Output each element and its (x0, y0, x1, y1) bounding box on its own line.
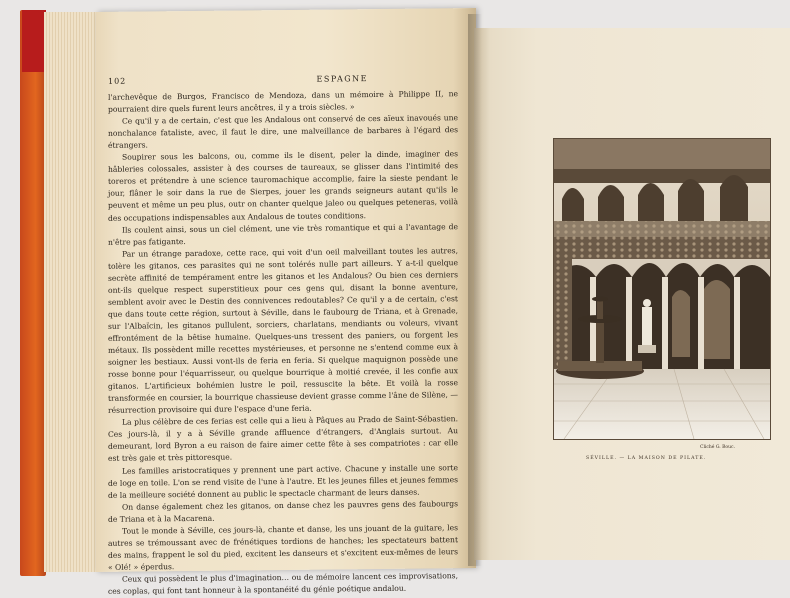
paragraph: Tout le monde à Séville, ces jours-là, chante et danse, les uns jouant de la guitare, les autres se trémoussant avec de frénétiques tordions de hanches; les spectateurs battent des mains, frappent le sol du pied, excitent les danseurs et s'excitent eux-mêmes de leurs « Olé! » éperdus. (108, 522, 458, 572)
paragraph: Soupirer sous les balcons, ou, comme ils le disent, peler la dinde, imaginer des hâbleries colossales, assister à des courses de taureaux, se glisser dans l'intimité des toreros et prétendre à une science tauromachique accomplie, faire la sieste pendant le jour, flâner le soir dans la rue de Sierpes, jouer les grands seigneurs autant qu'ils le peuvent et même un peu plus, outr on chanter quelque jaleo ou quelques peteneras, voilà des occupations indispensables aux Andalous de toutes conditions. (108, 149, 458, 223)
paragraph: On danse également chez les gitanos, on danse chez les pauvres gens des faubourgs de Triana et à la Macarena. (108, 498, 458, 524)
paragraph: Les familles aristocratiques y prennent une part active. Chacune y installe une sorte de loge en toile. L'on se rend visite de l'une à l'autre. Et les jeunes filles et jeunes femmes de la meilleure société donnent au public le spectacle charmant de leurs danses. (108, 462, 458, 500)
paragraph: l'archevêque de Burgos, Francisco de Mendoza, dans un mémoire à Philippe II, ne pourraient dire quels furent leurs ancêtres, il y a trois siècles. » (108, 89, 458, 114)
paragraph: Ils coulent ainsi, sous un ciel clément, une vie très romantique et qui a l'avantage de n'être pas fatigante. (108, 221, 458, 247)
plate-photograph (553, 138, 771, 440)
photo-caption: SÉVILLE. — LA MAISON DE PILATE. (586, 456, 707, 461)
paragraph: Ceux qui possèdent le plus d'imagination… ou de mémoire lancent ces improvisations, ces coplas, qui font tant honneur à la spontanéité du génie poétique andalou. (108, 571, 458, 596)
paragraph: La plus célèbre de ces ferias est celle qui a lieu à Pâques au Prado de Saint-Sébastien. Ces jours-là, il y a à Séville grande affluence d'étrangers, d'Anglais surtout. Au demeurant, lord Byron a eu raison de faire aimer cette fête à ses compatriotes : car elle est très gaie et très pittoresque. (108, 414, 458, 464)
left-page-text (108, 72, 458, 596)
paragraph: Par un étrange paradoxe, cette race, qui voit d'un oeil malveillant toutes les autres, tolère les gitanos, ces parasites qui ne sont tolérés nulle part ailleurs. Y a-t-il quelque secrète affinité de tempérament entre les gitanos et les Andalous? Ou bien ces derniers ont-ils quelque respect superstitieux pour ces gens qui, disant la bonne aventure, semblent avoir avec le Destin des connivences redoutables? Ce qu'il y a de certain, c'est que dans toute cette région, surtout à Séville, dans le faubourg de Triana, et à Grenade, sur l'Albaïcin, les gitanos pullulent, sorciers, charlatans, mendiants ou voleurs, vivant effrontément de la bêtise humaine. Quelques-uns tressent des paniers, ou forgent les métaux. Ils possèdent mille recettes mystérieuses, et personne ne s'entend comme eux à soigner les bestiaux. Aussi vont-ils de feria en feria. Si quelque maquignon possède une rosse bonne pour l'équarrisseur, ou quelque bourrique à moitié crevée, il les confie aux gitanos. L'artificieux bohémien lustre le poil, ressuscite la bête. Et voilà la rosse transformée en coursier, la bourrique chassieuse devient grasse comme l'âne de Silène, — résurrection provisoire qui dure l'espace d'une feria. (108, 245, 458, 416)
book-cover-edge (20, 10, 46, 576)
running-head (108, 73, 408, 88)
courtyard-photo-image (554, 139, 770, 439)
photo-credit: Cliché G. Bouc. (700, 445, 735, 450)
cover-red-label (22, 10, 46, 72)
book-gutter (468, 14, 482, 566)
page-number: 102 (108, 76, 127, 86)
running-title: ESPAGNE (316, 74, 368, 84)
paragraph: Ce qu'il y a de certain, c'est que les Andalous ont conservé de ces aïeux inavoués une nonchalance fataliste, avec, il faut le dire, une malveillance de barbares à l'égard des étrangers. (108, 113, 458, 151)
page-stack (44, 12, 100, 572)
